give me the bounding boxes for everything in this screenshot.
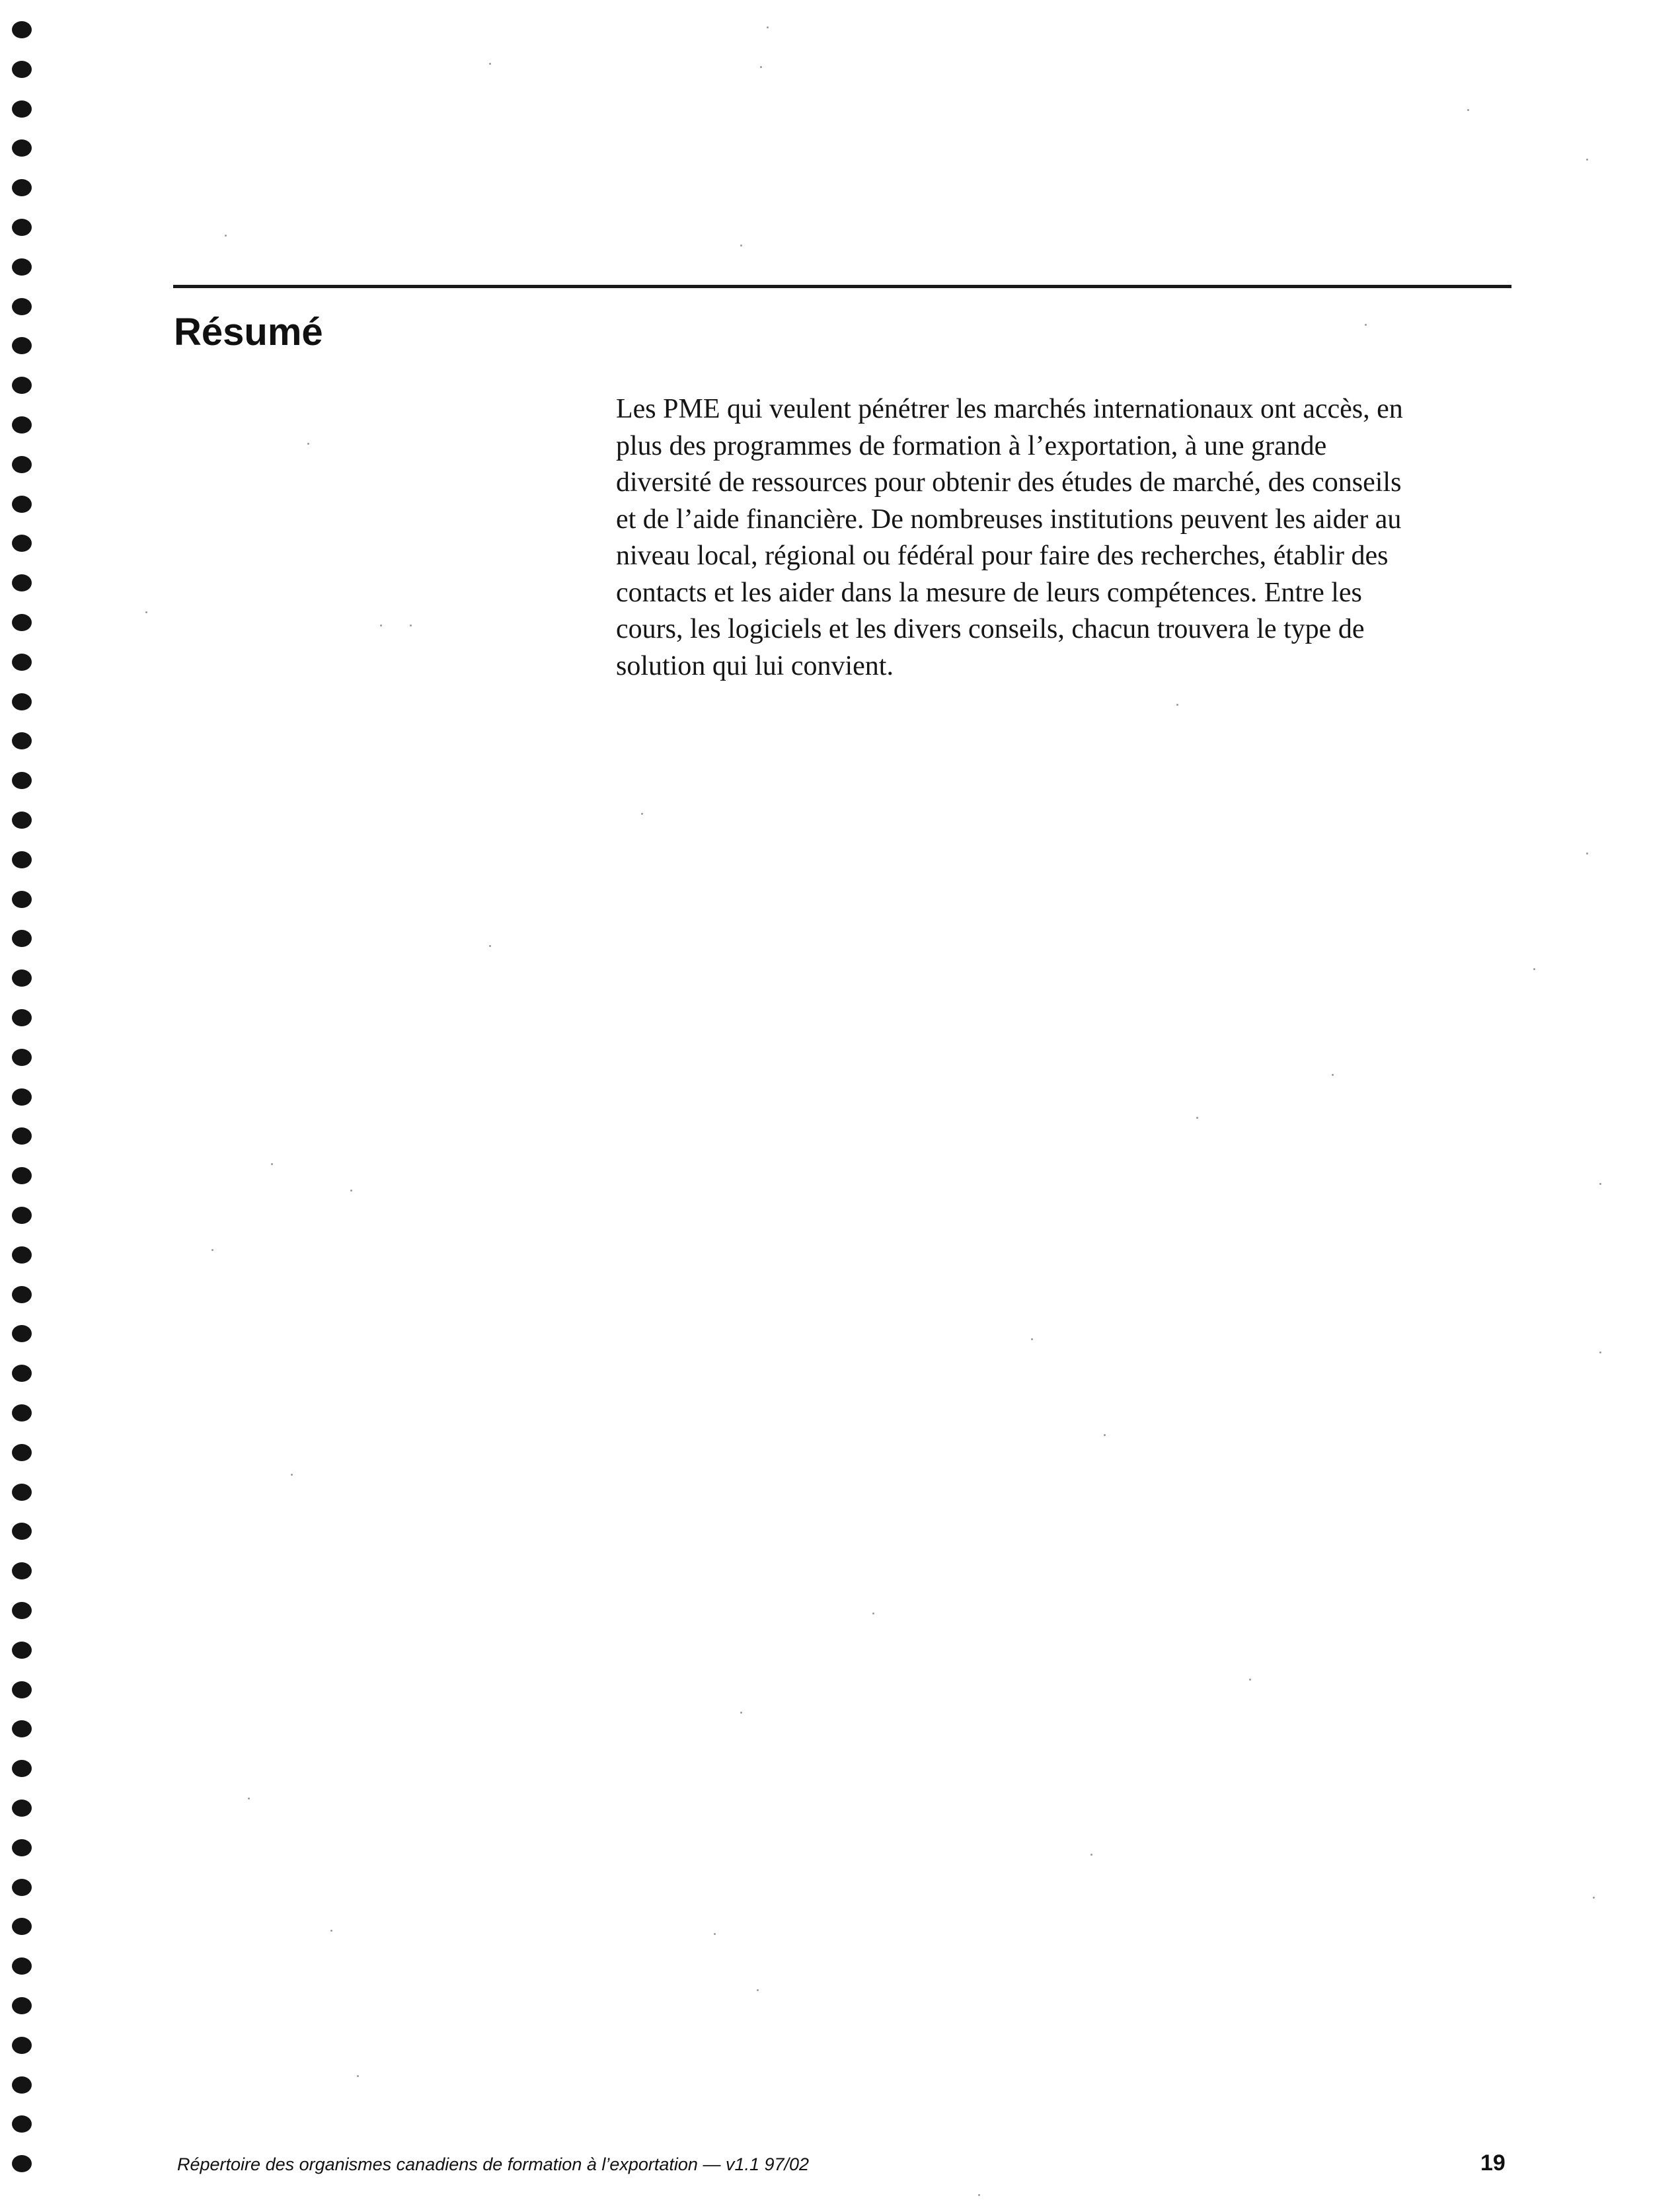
scan-speck (145, 611, 147, 613)
scan-speck (1599, 1351, 1601, 1353)
paragraph-line: et de l’aide financière. De nombreuses institutions peuvent les aider au (616, 504, 1402, 535)
scan-speck (767, 26, 769, 28)
binding-hole (12, 2076, 32, 2094)
scan-speck (714, 1933, 716, 1935)
binding-hole (12, 1009, 32, 1026)
binding-hole (12, 337, 32, 354)
binding-hole (12, 891, 32, 908)
binding-hole (12, 1760, 32, 1777)
spiral-binding (12, 12, 34, 2193)
binding-hole (12, 1484, 32, 1501)
binding-hole (12, 2115, 32, 2133)
binding-hole (12, 1918, 32, 1935)
binding-hole (12, 1049, 32, 1066)
binding-hole (12, 456, 32, 473)
binding-hole (12, 851, 32, 868)
scan-speck (1586, 853, 1588, 854)
paragraph-line: contacts et les aider dans la mesure de leurs compétences. Entre les (616, 577, 1362, 608)
binding-hole (12, 1127, 32, 1145)
section-rule (173, 285, 1511, 288)
scan-speck (872, 1612, 874, 1614)
scan-speck (1090, 1854, 1092, 1856)
scan-speck (1586, 159, 1588, 161)
paragraph-line: niveau local, régional ou fédéral pour faire des recherches, établir des (616, 541, 1389, 571)
scan-speck (1104, 1434, 1106, 1436)
scan-speck (410, 625, 412, 626)
scan-speck (357, 2075, 359, 2077)
binding-hole (12, 812, 32, 829)
binding-hole (12, 535, 32, 552)
summary-paragraph (616, 391, 1475, 685)
paragraph-line: cours, les logiciels et les divers conseils, chacun trouvera le type de (616, 614, 1365, 644)
binding-hole (12, 1207, 32, 1224)
scan-speck (211, 1249, 213, 1251)
binding-hole (12, 1681, 32, 1698)
binding-hole (12, 1444, 32, 1461)
binding-hole (12, 1957, 32, 1975)
scan-speck (1332, 1074, 1334, 1076)
binding-hole (12, 1246, 32, 1264)
scan-speck (380, 625, 382, 626)
binding-hole (12, 377, 32, 394)
binding-hole (12, 219, 32, 236)
binding-hole (12, 1800, 32, 1817)
binding-hole (12, 496, 32, 513)
binding-hole (12, 1562, 32, 1579)
binding-hole (12, 139, 32, 157)
scan-speck (291, 1474, 293, 1476)
binding-hole (12, 693, 32, 710)
scan-speck (1176, 704, 1178, 706)
scan-speck (489, 63, 491, 65)
binding-hole (12, 969, 32, 987)
scan-speck (225, 235, 227, 237)
binding-hole (12, 1720, 32, 1737)
binding-hole (12, 1602, 32, 1619)
scan-speck (1365, 324, 1367, 326)
binding-hole (12, 61, 32, 78)
binding-hole (12, 258, 32, 276)
scan-speck (740, 1712, 742, 1714)
binding-hole (12, 1997, 32, 2014)
binding-hole (12, 179, 32, 196)
scan-speck (271, 1163, 273, 1165)
binding-hole (12, 416, 32, 434)
binding-hole (12, 654, 32, 671)
binding-hole (12, 2155, 32, 2172)
scan-speck (489, 945, 491, 947)
binding-hole (12, 1167, 32, 1184)
binding-hole (12, 1839, 32, 1856)
scan-speck (1467, 109, 1469, 111)
binding-hole (12, 1286, 32, 1303)
binding-hole (12, 732, 32, 749)
scan-speck (1533, 968, 1535, 970)
binding-hole (12, 574, 32, 591)
section-title: Résumé (174, 311, 323, 354)
paragraph-line: plus des programmes de formation à l’exportation, à une grande (616, 430, 1327, 461)
page-number: 19 (1480, 2150, 1506, 2176)
binding-hole (12, 930, 32, 947)
binding-hole (12, 1642, 32, 1659)
scan-speck (641, 813, 643, 815)
scan-speck (1031, 1338, 1033, 1340)
binding-hole (12, 100, 32, 118)
scan-speck (307, 443, 309, 445)
scan-speck (350, 1190, 352, 1192)
binding-hole (12, 298, 32, 315)
binding-hole (12, 1879, 32, 1896)
paragraph-line: solution qui lui convient. (616, 650, 894, 681)
scan-speck (760, 66, 762, 68)
binding-hole (12, 1365, 32, 1382)
binding-hole (12, 2037, 32, 2054)
paragraph-line: Les PME qui veulent pénétrer les marchés internationaux ont accès, en (616, 394, 1403, 424)
scan-speck (1249, 1679, 1251, 1681)
scan-speck (1599, 1183, 1601, 1185)
binding-hole (12, 1088, 32, 1106)
scan-speck (248, 1798, 250, 1800)
scan-speck (978, 2194, 980, 2196)
binding-hole (12, 614, 32, 631)
binding-hole (12, 772, 32, 789)
scan-speck (757, 1989, 759, 1991)
scan-speck (740, 245, 742, 247)
scan-speck (1196, 1117, 1198, 1119)
binding-hole (12, 1523, 32, 1540)
binding-hole (12, 1404, 32, 1422)
footer-publication-title: Répertoire des organismes canadiens de formation à l’exportation — v1.1 97/02 (177, 2154, 810, 2174)
binding-hole (12, 1325, 32, 1342)
paragraph-line: diversité de ressources pour obtenir des études de marché, des conseils (616, 467, 1402, 498)
binding-hole (12, 21, 32, 38)
scan-speck (1593, 1897, 1595, 1899)
scan-speck (330, 1930, 332, 1932)
